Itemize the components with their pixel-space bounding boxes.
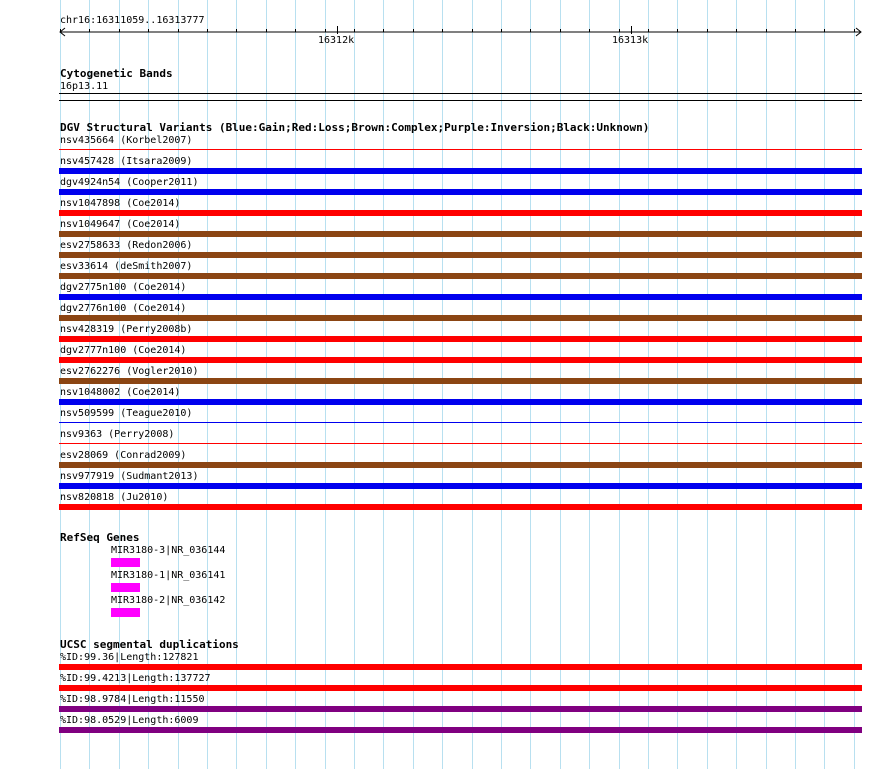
segdup-bar[interactable] (59, 727, 862, 733)
dgv-variant-bar[interactable] (59, 443, 862, 444)
dgv-variant-label[interactable]: nsv509599 (Teague2010) (60, 408, 193, 419)
dgv-variant-label[interactable]: nsv820818 (Ju2010) (60, 492, 169, 503)
segdup-bar[interactable] (59, 706, 862, 712)
refseq-gene-feature[interactable] (111, 558, 140, 567)
dgv-variant-bar[interactable] (59, 231, 862, 237)
dgv-variant-bar[interactable] (59, 504, 862, 510)
dgv-variant-bar[interactable] (59, 189, 862, 195)
dgv-variant-bar[interactable] (59, 294, 862, 300)
dgv-variant-label[interactable]: esv2762276 (Vogler2010) (60, 366, 199, 377)
dgv-track-title: DGV Structural Variants (Blue:Gain;Red:Loss;Brown:Complex;Purple:Inversion;Black:Unknown) (60, 121, 650, 134)
dgv-variant-bar[interactable] (59, 378, 862, 384)
dgv-variant-bar[interactable] (59, 252, 862, 258)
segdup-label[interactable]: %ID:98.0529|Length:6009 (60, 715, 199, 726)
dgv-variant-label[interactable]: esv28069 (Conrad2009) (60, 450, 187, 461)
dgv-variant-label[interactable]: nsv1049647 (Coe2014) (60, 219, 181, 230)
refseq-gene-label[interactable]: MIR3180-3|NR_036144 (111, 545, 226, 556)
dgv-variant-bar[interactable] (59, 462, 862, 468)
refseq-gene-feature[interactable] (111, 608, 140, 617)
dgv-variant-label[interactable]: nsv428319 (Perry2008b) (60, 324, 193, 335)
dgv-variant-label[interactable]: dgv4924n54 (Cooper2011) (60, 177, 199, 188)
refseq-gene-label[interactable]: MIR3180-1|NR_036141 (111, 570, 226, 581)
segdup-bar[interactable] (59, 685, 862, 691)
ruler-tick-label-1: 16312k (318, 35, 355, 46)
dgv-variant-label[interactable]: nsv1047898 (Coe2014) (60, 198, 181, 209)
dgv-variant-bar[interactable] (59, 168, 862, 174)
dgv-variant-bar[interactable] (59, 273, 862, 279)
dgv-variant-label[interactable]: nsv9363 (Perry2008) (60, 429, 175, 440)
segdup-track-title: UCSC segmental duplications (60, 638, 239, 651)
dgv-variant-label[interactable]: nsv1048002 (Coe2014) (60, 387, 181, 398)
dgv-variant-bar[interactable] (59, 149, 862, 150)
dgv-variant-bar[interactable] (59, 357, 862, 363)
dgv-variant-bar[interactable] (59, 399, 862, 405)
dgv-variant-bar[interactable] (59, 422, 862, 423)
cytoband-outline-bottom (59, 100, 862, 101)
dgv-variant-label[interactable]: dgv2776n100 (Coe2014) (60, 303, 187, 314)
dgv-variant-label[interactable]: nsv457428 (Itsara2009) (60, 156, 193, 167)
dgv-variant-label[interactable]: nsv977919 (Sudmant2013) (60, 471, 199, 482)
ruler-tick-label-2: 16313k (612, 35, 649, 46)
position-ruler (56, 24, 866, 40)
segdup-bar[interactable] (59, 664, 862, 670)
dgv-variant-bar[interactable] (59, 336, 862, 342)
dgv-variant-bar[interactable] (59, 210, 862, 216)
refseq-gene-feature[interactable] (111, 583, 140, 592)
cytoband-track-title: Cytogenetic Bands (60, 67, 173, 80)
dgv-variant-label[interactable]: nsv435664 (Korbel2007) (60, 135, 193, 146)
cytoband-label: 16p13.11 (60, 81, 109, 92)
dgv-variant-label[interactable]: dgv2777n100 (Coe2014) (60, 345, 187, 356)
dgv-variant-label[interactable]: esv2758633 (Redon2006) (60, 240, 193, 251)
segdup-label[interactable]: %ID:98.9784|Length:11550 (60, 694, 205, 705)
dgv-variant-bar[interactable] (59, 483, 862, 489)
cytoband-outline-top (59, 93, 862, 94)
region-label: chr16:16311059..16313777 (60, 15, 205, 26)
segdup-label[interactable]: %ID:99.4213|Length:137727 (60, 673, 211, 684)
refseq-track-title: RefSeq Genes (60, 531, 140, 544)
dgv-variant-bar[interactable] (59, 315, 862, 321)
segdup-label[interactable]: %ID:99.36|Length:127821 (60, 652, 199, 663)
refseq-gene-label[interactable]: MIR3180-2|NR_036142 (111, 595, 226, 606)
dgv-variant-label[interactable]: dgv2775n100 (Coe2014) (60, 282, 187, 293)
dgv-variant-label[interactable]: esv33614 (deSmith2007) (60, 261, 193, 272)
